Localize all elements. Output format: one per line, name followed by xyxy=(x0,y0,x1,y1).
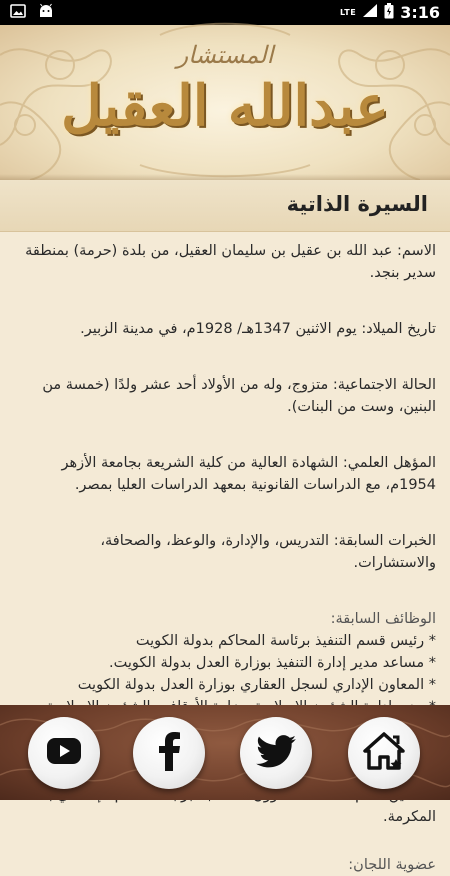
android-icon xyxy=(38,3,54,22)
header-subtitle: المستشار xyxy=(176,41,274,69)
jobs-title: الوظائف السابقة: xyxy=(330,611,436,627)
header-banner xyxy=(0,25,450,180)
status-bar xyxy=(0,0,450,25)
social-footer xyxy=(0,705,450,800)
home-icon xyxy=(363,731,405,775)
bio-social: الحالة الاجتماعية: متزوج، وله من الأولاد أحد عشر ولدًا (خمسة من البنين، وست من البنات). xyxy=(42,377,436,415)
signal-icon xyxy=(362,3,378,22)
header-title: عبدالله العقيل xyxy=(61,73,389,139)
youtube-icon xyxy=(47,738,81,768)
list-item: * مساعد مدير إدارة التنفيذ بوزارة العدل بدولة الكويت. xyxy=(109,655,436,671)
bio-birth: تاريخ الميلاد: يوم الاثنين 1347هـ/ 1928م، في مدينة الزبير. xyxy=(80,321,436,337)
facebook-button[interactable] xyxy=(133,717,205,789)
home-button[interactable] xyxy=(348,717,420,789)
bio-education: المؤهل العلمي: الشهادة العالية من كلية الشريعة بجامعة الأزهر 1954م، مع الدراسات القانونية بمعهد الدراسات العليا بمصر. xyxy=(61,455,436,493)
biography-content[interactable] xyxy=(0,240,450,873)
list-item: المكرمة. xyxy=(383,809,436,825)
list-item: * المعاون الإداري لسجل العقاري بوزارة العدل بدولة الكويت xyxy=(77,677,436,693)
battery-icon xyxy=(384,3,394,23)
bio-name: الاسم: عبد الله بن عقيل بن سليمان العقيل، من بلدة (حرمة) بمنطقة سدير بنجد. xyxy=(25,243,436,281)
committees-title: عضوية اللجان: xyxy=(348,857,436,873)
facebook-icon xyxy=(157,731,181,775)
network-type: LTE xyxy=(340,8,357,17)
clock: 3:16 xyxy=(400,3,440,22)
twitter-icon xyxy=(256,735,296,772)
youtube-button[interactable] xyxy=(28,717,100,789)
image-icon xyxy=(10,3,26,22)
list-item: * رئيس قسم التنفيذ برئاسة المحاكم بدولة الكويت xyxy=(135,633,436,649)
twitter-button[interactable] xyxy=(240,717,312,789)
section-header xyxy=(0,180,450,232)
section-title: السيرة الذاتية xyxy=(286,192,428,216)
bio-experience: الخبرات السابقة: التدريس، والإدارة، والوعظ، والصحافة، والاستشارات. xyxy=(100,533,436,571)
